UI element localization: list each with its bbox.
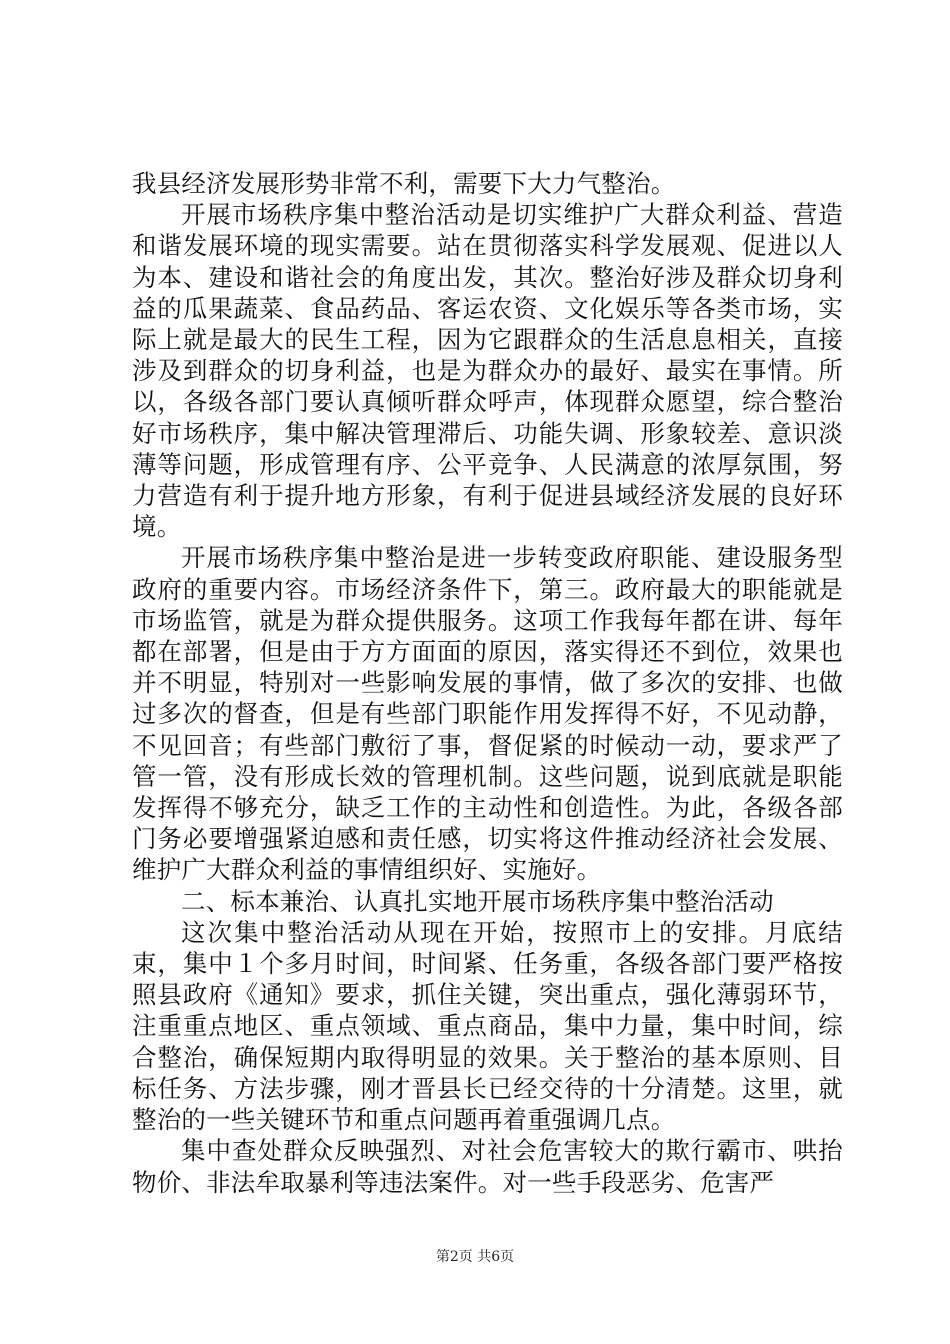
document-body	[132, 168, 843, 1198]
paragraph-continuation: 我县经济发展形势非常不利，需要下大力气整治。	[132, 169, 676, 198]
paragraph-investigate-cases: 集中查处群众反映强烈、对社会危害较大的欺行霸市、哄抬物价、非法牟取暴利等违法案件。对一些手段恶劣、危害严	[132, 1136, 843, 1197]
paragraph-campaign-schedule: 这次集中整治活动从现在开始，按照市上的安排。月底结束，集中１个多月时间，时间紧、任务重，各级各部门要严格按照县政府《通知》要求，抓住关键，突出重点，强化薄弱环节，注重重点地区、重点领域、重点商品，集中力量，集中时间，综合整治，确保短期内取得明显的效果。关于整治的基本原则、目标任务、方法步骤，刚才晋县长已经交待的十分清楚。这里，就整治的一些关键环节和重点问题再着重强调几点。	[132, 917, 843, 1135]
paragraph-government-functions: 开展市场秩序集中整治是进一步转变政府职能、建设服务型政府的重要内容。市场经济条件下，第三。政府最大的职能就是市场监管，就是为群众提供服务。这项工作我每年都在讲、每年都在部署，但是由于方方面面的原因，落实得还不到位，效果也并不明显，特别对一些影响发展的事情，做了多次的安排、也做过多次的督查，但是有些部门职能作用发挥得不好，不见动静，不见回音；有些部门敷衍了事，督促紧的时候动一动，要求严了管一管，没有形成长效的管理机制。这些问题，说到底就是职能发挥得不够充分，缺乏工作的主动性和创造性。为此，各级各部门务必要增强紧迫感和责任感，切实将这件推动经济社会发展、维护广大群众利益的事情组织好、实施好。	[132, 543, 843, 885]
paragraph-market-order-public-interest: 开展市场秩序集中整治活动是切实维护广大群众利益、营造和谐发展环境的现实需要。站在贯彻落实科学发展观、促进以人为本、建设和谐社会的角度出发，其次。整治好涉及群众切身利益的瓜果蔬菜、食品药品、客运农资、文化娱乐等各类市场，实际上就是最大的民生工程，因为它跟群众的生活息息相关，直接涉及到群众的切身利益，也是为群众办的最好、最实在事情。所以，各级各部门要认真倾听群众呼声，体现群众愿望，综合整治好市场秩序，集中解决管理滞后、功能失调、形象较差、意识淡薄等问题，形成管理有序、公平竞争、人民满意的浓厚氛围，努力营造有利于提升地方形象，有利于促进县域经济发展的良好环境。	[132, 200, 843, 542]
section-heading-two: 二、标本兼治、认真扎实地开展市场秩序集中整治活动	[181, 886, 774, 916]
page-number-footer: 第2页 共6页	[435, 1249, 515, 1265]
